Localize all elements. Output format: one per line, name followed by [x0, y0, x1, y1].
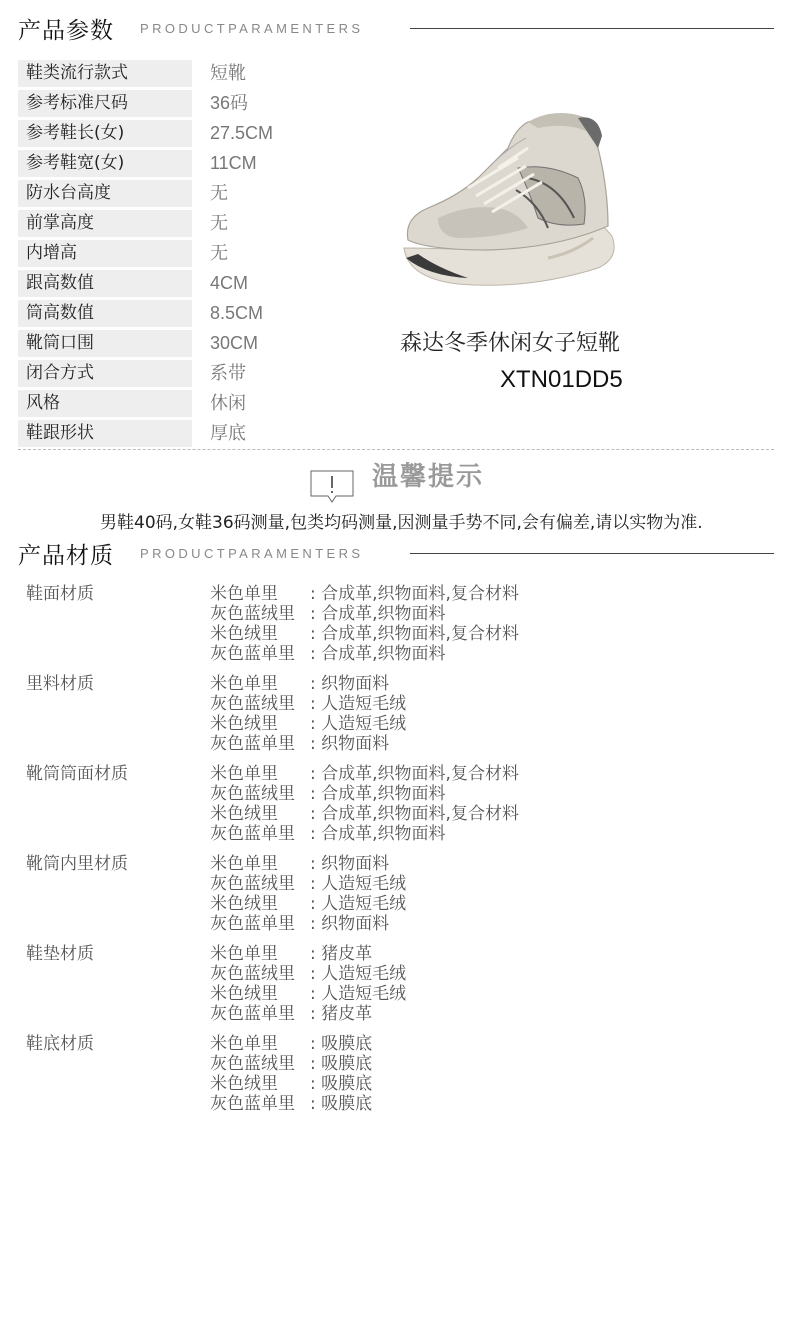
- param-label: 参考鞋长(女): [18, 120, 192, 147]
- material-color-variant: 灰色蓝绒里: [210, 604, 295, 624]
- param-label: 风格: [18, 390, 192, 417]
- param-row: [18, 330, 378, 360]
- material-color-variant: 米色绒里: [210, 624, 278, 644]
- material-color-variant: 米色绒里: [210, 804, 278, 824]
- param-label: 筒高数值: [18, 300, 192, 327]
- param-value: 系带: [210, 363, 246, 383]
- param-row: [18, 60, 378, 90]
- materials-list: [0, 584, 790, 1124]
- params-section-header: [0, 12, 790, 48]
- material-label: 鞋面材质: [26, 584, 94, 604]
- material-line: [210, 734, 790, 754]
- params-section-title: 产品参数: [18, 18, 114, 44]
- material-group: [0, 854, 790, 934]
- material-value: : 人造短毛绒: [310, 694, 407, 714]
- material-line: [210, 964, 790, 984]
- material-color-variant: 灰色蓝单里: [210, 914, 295, 934]
- product-shoe-image: [398, 108, 620, 290]
- product-name: 森达冬季休闲女子短靴: [400, 331, 621, 356]
- param-value: 8.5CM: [210, 303, 264, 323]
- material-label: 鞋底材质: [26, 1034, 94, 1054]
- material-value: : 织物面料: [310, 854, 390, 874]
- params-section-subtitle: PRODUCTPARAMENTERS: [140, 21, 364, 36]
- material-value: : 吸膜底: [310, 1074, 373, 1094]
- material-value: : 人造短毛绒: [310, 874, 407, 894]
- material-value: : 猪皮革: [310, 1004, 373, 1024]
- material-color-variant: 灰色蓝绒里: [210, 694, 295, 714]
- param-value: 厚底: [210, 423, 246, 443]
- material-color-variant: 灰色蓝单里: [210, 1094, 295, 1114]
- param-value: 无: [210, 213, 228, 233]
- material-color-variant: 米色绒里: [210, 1074, 278, 1094]
- material-color-variant: 米色单里: [210, 764, 278, 784]
- material-label: 靴筒内里材质: [26, 854, 128, 874]
- tip-title: 温馨提示: [372, 462, 485, 492]
- material-value: : 吸膜底: [310, 1054, 373, 1074]
- param-row: [18, 210, 378, 240]
- material-color-variant: 灰色蓝单里: [210, 824, 295, 844]
- material-color-variant: 米色单里: [210, 584, 278, 604]
- material-color-variant: 灰色蓝单里: [210, 644, 295, 664]
- material-value: : 织物面料: [310, 674, 390, 694]
- material-color-variant: 米色单里: [210, 854, 278, 874]
- material-line: [210, 714, 790, 734]
- material-color-variant: 灰色蓝单里: [210, 734, 295, 754]
- material-label: 靴筒筒面材质: [26, 764, 128, 784]
- material-color-variant: 灰色蓝绒里: [210, 784, 295, 804]
- material-value: : 合成革,织物面料: [310, 644, 446, 664]
- param-value: 短靴: [210, 63, 246, 83]
- param-value: 无: [210, 243, 228, 263]
- material-label: 鞋垫材质: [26, 944, 94, 964]
- product-code: XTN01DD5: [500, 366, 623, 393]
- material-line: [210, 804, 790, 824]
- material-color-variant: 米色绒里: [210, 714, 278, 734]
- material-line: [210, 854, 790, 874]
- material-value: : 合成革,织物面料,复合材料: [310, 584, 519, 604]
- material-line: [210, 674, 790, 694]
- tip-text: 男鞋40码,女鞋36码测量,包类均码测量,因测量手势不同,会有偏差,请以实物为准.: [100, 513, 703, 533]
- material-value: : 人造短毛绒: [310, 714, 407, 734]
- material-line: [210, 624, 790, 644]
- material-value: : 合成革,织物面料,复合材料: [310, 624, 519, 644]
- material-group: [0, 944, 790, 1024]
- material-group: [0, 584, 790, 664]
- notice-bubble-icon: [310, 470, 354, 504]
- param-value: 11CM: [210, 153, 257, 173]
- material-line: [210, 1094, 790, 1114]
- material-value: : 合成革,织物面料: [310, 784, 446, 804]
- material-color-variant: 灰色蓝单里: [210, 1004, 295, 1024]
- header-divider: [410, 28, 774, 29]
- param-row: [18, 270, 378, 300]
- material-group: [0, 674, 790, 754]
- material-value: : 织物面料: [310, 914, 390, 934]
- material-value: : 吸膜底: [310, 1094, 373, 1114]
- material-color-variant: 灰色蓝绒里: [210, 1054, 295, 1074]
- param-row: [18, 90, 378, 120]
- material-line: [210, 1034, 790, 1054]
- param-label: 内增高: [18, 240, 192, 267]
- param-row: [18, 390, 378, 420]
- param-row: [18, 120, 378, 150]
- param-label: 参考标准尺码: [18, 90, 192, 117]
- material-value: : 人造短毛绒: [310, 964, 407, 984]
- materials-section-title: 产品材质: [18, 543, 114, 569]
- material-line: [210, 944, 790, 964]
- material-line: [210, 914, 790, 934]
- param-value: 36码: [210, 93, 249, 113]
- material-line: [210, 784, 790, 804]
- param-value: 27.5CM: [210, 123, 274, 143]
- param-label: 前掌高度: [18, 210, 192, 237]
- param-row: [18, 240, 378, 270]
- material-value: : 合成革,织物面料: [310, 604, 446, 624]
- material-color-variant: 米色单里: [210, 944, 278, 964]
- param-row: [18, 420, 378, 450]
- material-value: : 织物面料: [310, 734, 390, 754]
- material-value: : 吸膜底: [310, 1034, 373, 1054]
- param-label: 防水台高度: [18, 180, 192, 207]
- material-line: [210, 1004, 790, 1024]
- material-value: : 合成革,织物面料,复合材料: [310, 804, 519, 824]
- material-line: [210, 984, 790, 1004]
- material-color-variant: 米色绒里: [210, 984, 278, 1004]
- param-value: 4CM: [210, 273, 249, 293]
- dashed-divider: [18, 449, 774, 450]
- param-label: 参考鞋宽(女): [18, 150, 192, 177]
- material-line: [210, 874, 790, 894]
- material-line: [210, 1054, 790, 1074]
- material-label: 里料材质: [26, 674, 94, 694]
- material-group: [0, 764, 790, 844]
- material-value: : 猪皮革: [310, 944, 373, 964]
- param-label: 鞋类流行款式: [18, 60, 192, 87]
- header-divider: [410, 553, 774, 554]
- material-line: [210, 1074, 790, 1094]
- material-value: : 人造短毛绒: [310, 984, 407, 1004]
- param-row: [18, 150, 378, 180]
- material-line: [210, 644, 790, 664]
- material-value: : 合成革,织物面料: [310, 824, 446, 844]
- material-group: [0, 1034, 790, 1114]
- material-line: [210, 604, 790, 624]
- material-line: [210, 824, 790, 844]
- material-color-variant: 灰色蓝绒里: [210, 874, 295, 894]
- param-row: [18, 300, 378, 330]
- material-color-variant: 米色单里: [210, 674, 278, 694]
- material-line: [210, 894, 790, 914]
- param-label: 鞋跟形状: [18, 420, 192, 447]
- param-value: 无: [210, 183, 228, 203]
- param-label: 跟高数值: [18, 270, 192, 297]
- param-value: 30CM: [210, 333, 259, 353]
- material-value: : 人造短毛绒: [310, 894, 407, 914]
- material-color-variant: 米色单里: [210, 1034, 278, 1054]
- material-line: [210, 584, 790, 604]
- material-color-variant: 灰色蓝绒里: [210, 964, 295, 984]
- param-label: 靴筒口围: [18, 330, 192, 357]
- param-value: 休闲: [210, 393, 246, 413]
- material-color-variant: 米色绒里: [210, 894, 278, 914]
- param-label: 闭合方式: [18, 360, 192, 387]
- param-row: [18, 360, 378, 390]
- params-table: [18, 60, 378, 450]
- material-line: [210, 694, 790, 714]
- materials-section-header: [0, 537, 790, 573]
- material-value: : 合成革,织物面料,复合材料: [310, 764, 519, 784]
- material-line: [210, 764, 790, 784]
- param-row: [18, 180, 378, 210]
- materials-section-subtitle: PRODUCTPARAMENTERS: [140, 546, 364, 561]
